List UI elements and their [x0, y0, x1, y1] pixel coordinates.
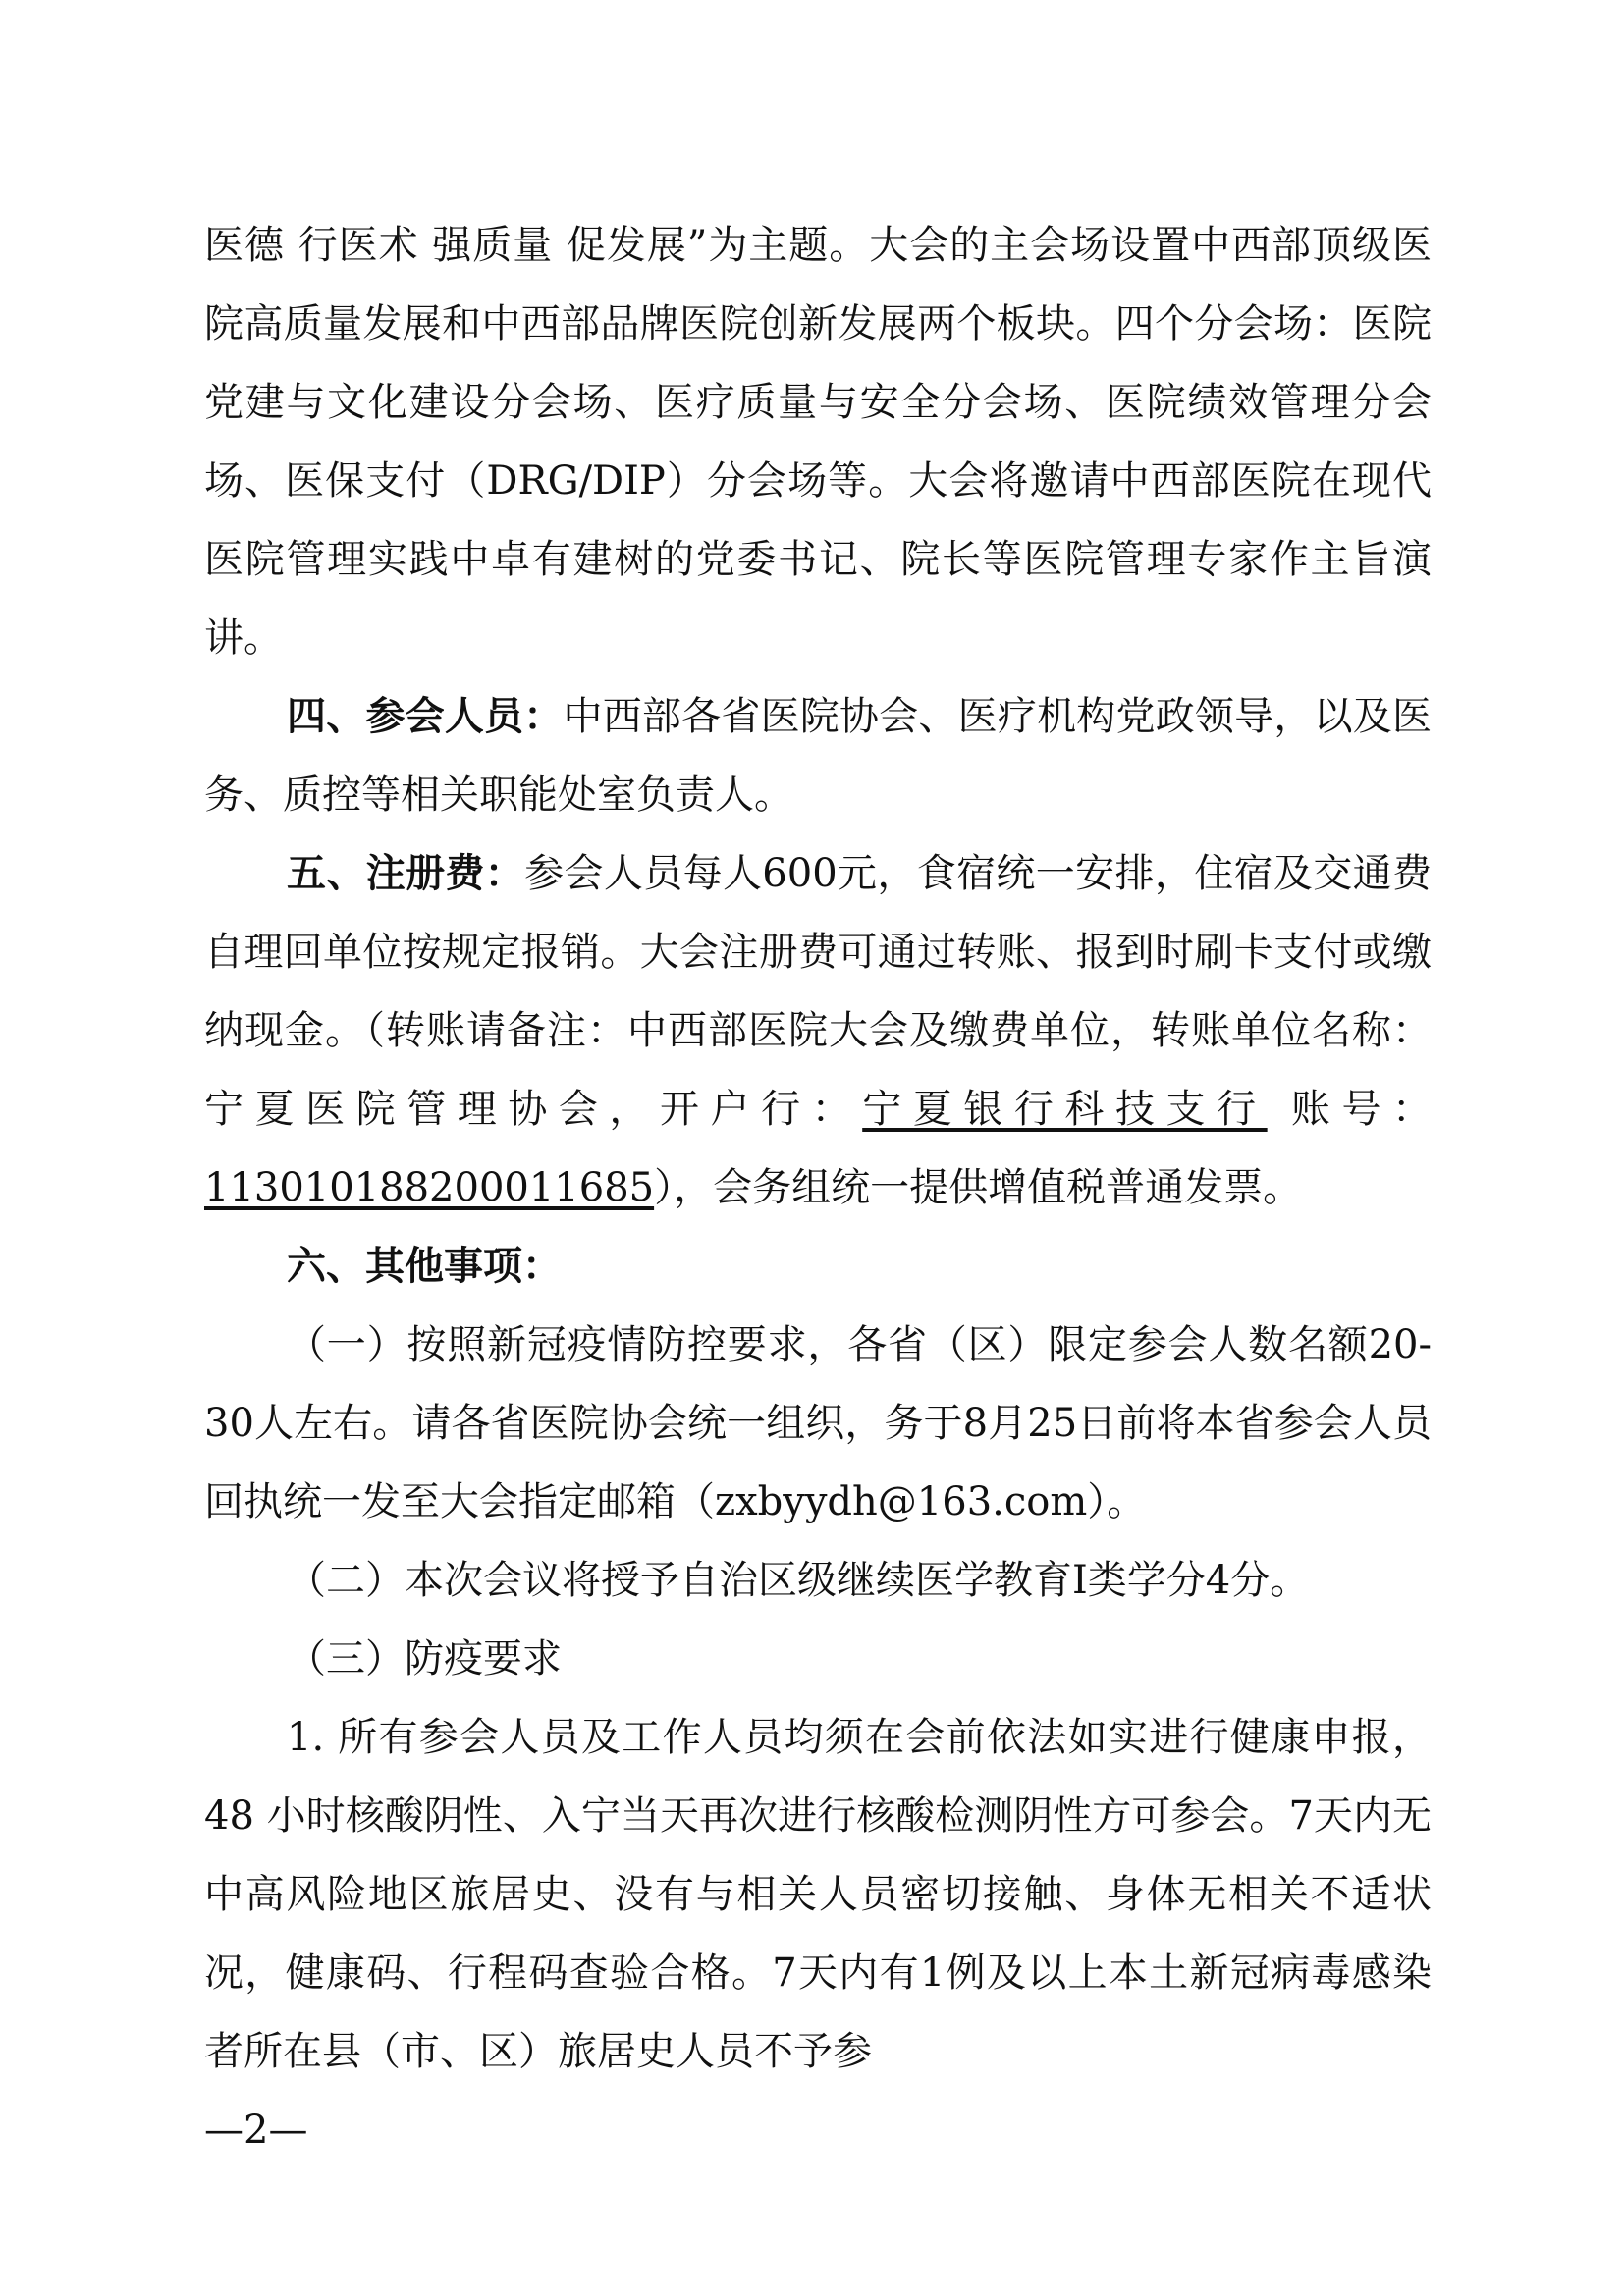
- registration-fee-text: 参会人员每人600元，食宿统一安排，住宿及交通费自理回单位按规定报销。大会注册费可通过转账、报到时刷卡支付或缴纳现金。（转账请备注：中西部医院大会及缴费单位，转账单位名称：宁夏医院管理协会，开户行：: [204, 851, 1433, 1132]
- account-label: 账号：: [1267, 1087, 1433, 1132]
- bank-name: 宁夏银行科技支行: [862, 1087, 1268, 1132]
- other-item-3-1: 1. 所有参会人员及工作人员均须在会前依法如实进行健康申报，48 小时核酸阴性、入宁当天再次进行核酸检测阴性方可参会。7天内无中高风险地区旅居史、没有与相关人员密切接触、身体无相关不适状况，健康码、行程码查验合格。7天内有1例及以上本土新冠病毒感染者所在县（市、区）旅居史人员不予参: [204, 1715, 1432, 2074]
- intro-paragraph: 医德 行医术 强质量 促发展”为主题。大会的主会场设置中西部顶级医院高质量发展和中西部品牌医院创新发展两个板块。四个分会场：医院党建与文化建设分会场、医疗质量与安全分会场、医院绩效管理分会场、医保支付（DRG/DIP）分会场等。大会将邀请中西部医院在现代医院管理实践中卓有建树的党委书记、院长等医院管理专家作主旨演讲。: [204, 223, 1432, 661]
- section-other-title: 六、其他事项：: [287, 1243, 562, 1289]
- invoice-text: ），会务组统一提供增值税普通发票。: [654, 1165, 1303, 1210]
- document-body: [204, 206, 1432, 2091]
- other-item-1: （一）按照新冠疫情防控要求，各省（区）限定参会人数名额20-30人左右。请各省医院协会统一组织，务于8月25日前将本省参会人员回执统一发至大会指定邮箱（zxbyydh@163.com）。: [204, 1322, 1432, 1524]
- section-registration-fee-title: 五、注册费：: [287, 850, 525, 896]
- page-number: —2—: [204, 2108, 308, 2153]
- section-participants: [204, 677, 1432, 834]
- section-registration-fee: [204, 834, 1432, 1227]
- account-number: 113010188200011685: [204, 1165, 655, 1210]
- section-participants-text: 中西部各省医院协会、医疗机构党政领导，以及医务、质控等相关职能处室负责人。: [204, 694, 1432, 818]
- section-participants-title: 四、参会人员：: [287, 693, 564, 739]
- other-item-2: （二）本次会议将授予自治区级继续医学教育Ⅰ类学分4分。: [287, 1558, 1310, 1603]
- other-item-3: （三）防疫要求: [287, 1636, 562, 1682]
